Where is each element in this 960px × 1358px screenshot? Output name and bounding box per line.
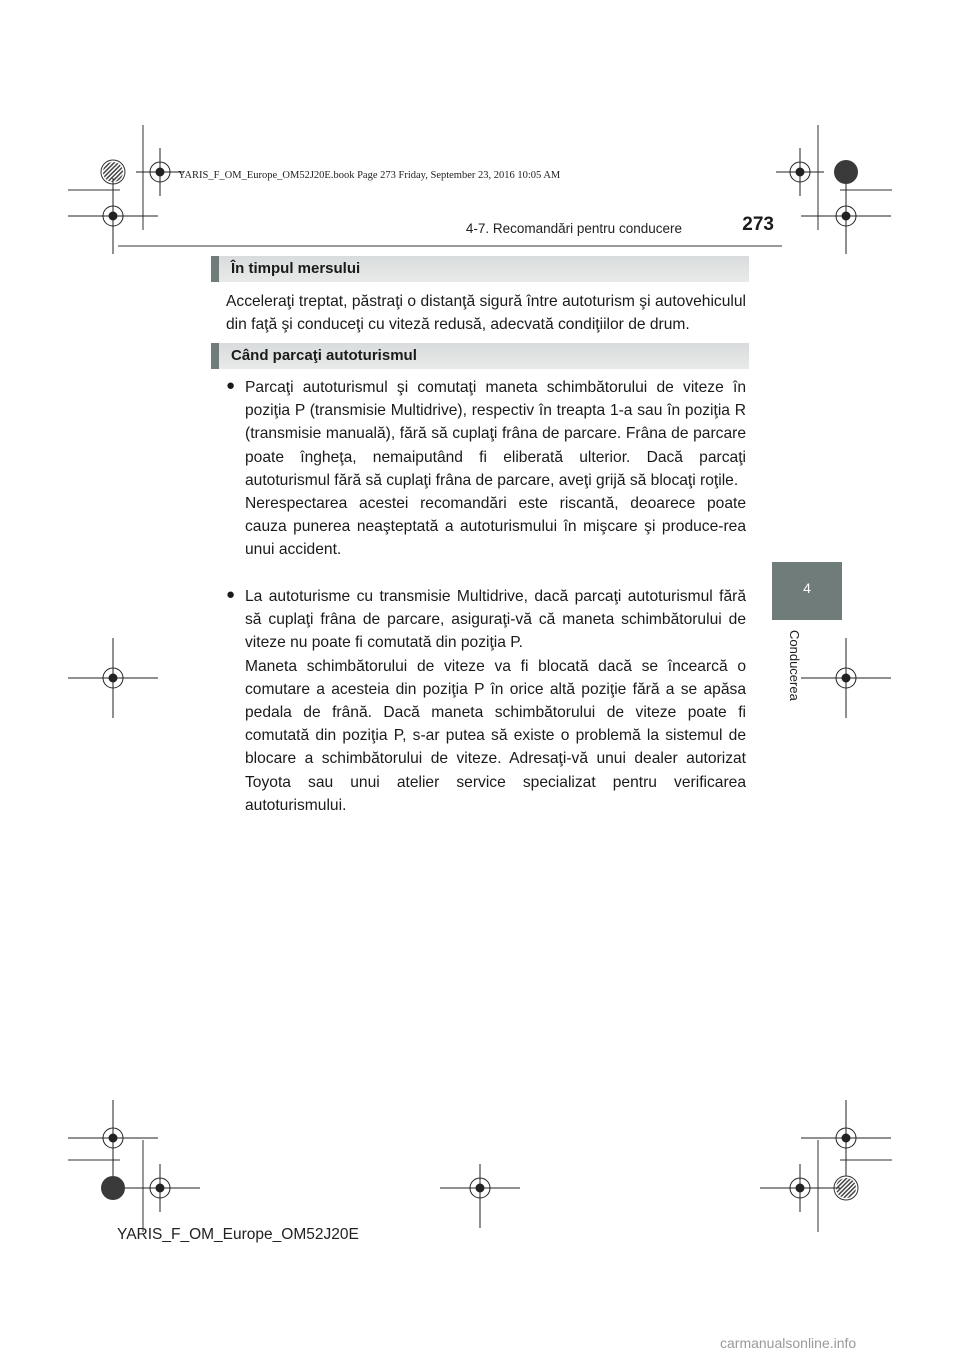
page-number: 273 <box>742 214 774 235</box>
footer-code: YARIS_F_OM_Europe_OM52J20E <box>117 1226 359 1243</box>
heading-parking <box>211 343 749 369</box>
chapter-label: Conducerea <box>787 630 802 701</box>
watermark: carmanualsonline.info <box>720 1335 857 1351</box>
heading-driving-text: În timpul mersului <box>231 260 361 277</box>
header-rule <box>118 245 782 247</box>
heading-driving <box>211 256 749 282</box>
book-info-line: YARIS_F_OM_Europe_OM52J20E.book Page 273 Friday, September 23, 2016 10:05 AM <box>178 170 561 181</box>
paragraph-driving: Acceleraţi treptat, păstraţi o distanţă sigură între autoturism şi autovehiculul din faţă şi conduceţi cu viteză redusă, adecvată condiţiilor de drum. <box>226 293 746 334</box>
bullet-parking-1: Parcaţi autoturismul şi comutaţi maneta schimbătorului de viteze în poziţia P (transmisie Multidrive), respectiv în treapta 1-a sau în poziţia R (transmisie manuală), fără să cuplaţi frâna de parcare. Frâna de parcare poate îngheţa, nemaiputând fi eliberată ulterior. Dacă parcaţi autoturismul fără să cuplaţi frâna de parcare, aveţi grijă să blocaţi roţile. Nerespectarea acestei recomandări este riscantă, deoarece poate cauza punerea neaşteptată a autoturismului în mişcare şi produce-rea unui accident. <box>245 379 746 559</box>
bullet-icon: ● <box>226 377 236 394</box>
heading-parking-text: Când parcaţi autoturismul <box>231 347 417 364</box>
bullet-icon: ● <box>226 586 236 603</box>
chapter-number: 4 <box>803 580 811 596</box>
section-title: 4-7. Recomandări pentru conducere <box>465 221 682 236</box>
bullet-parking-2: La autoturisme cu transmisie Multidrive, dacă parcaţi autoturismul fără să cuplaţi frâna de parcare, asiguraţi-vă că maneta schimbătorului de viteze nu poate fi comutată din poziţia P. Maneta schimbătorului de viteze va fi blocată dacă se încearcă o comutare a acesteia din poziţia P în orice altă poziţie fără a se apăsa pedala de frână. Dacă maneta schimbătorului de viteze poate fi comutată din poziţia P, s-ar putea să existe o problemă la sistemul de blocare a schimbătorului de viteze. Adresaţi-vă unui dealer autorizat Toyota sau unui atelier service specializat pentru verificarea autoturismului. <box>245 588 746 814</box>
